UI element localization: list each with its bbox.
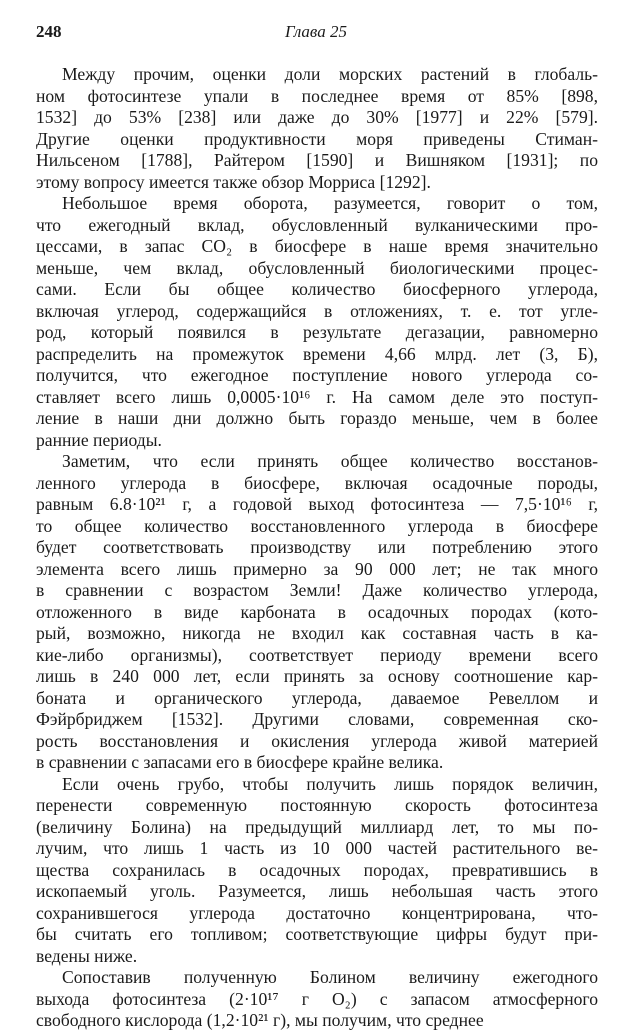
text-line: получится, что ежегодное поступление нового углерода со- (36, 365, 598, 385)
text-line: сохранившегося углерода достаточно концентрирована, что- (36, 902, 598, 923)
text-line: цессами, в запас CO₂ в биосфере в наше время значительно (36, 236, 598, 256)
paragraph (36, 967, 598, 1032)
text-line: ленного углерода в биосфере, включая осадочные породы, (36, 472, 598, 493)
text-line: боната и органического углерода, даваемое Ревеллом и (36, 687, 598, 708)
text-line: ставляет всего лишь 0,0005·10¹⁶ г. На самом деле это поступ- (36, 386, 598, 407)
text-line: рость восстановления и окисления углерода живой материей (36, 730, 598, 751)
text-line: рый, возможно, никогда не входил как составная часть в ка- (36, 623, 598, 643)
text-line: ном фотосинтезе упали в последнее время от 85% [898, (36, 85, 598, 106)
text-line: щества сохранилась в осадочных породах, превратившись в (36, 859, 598, 880)
text-line: Нильсеном [1788], Райтером [1590] и Вишняком [1931]; по (36, 150, 598, 170)
text-line: перенести современную постоянную скорость фотосинтеза (36, 795, 598, 815)
text-line: элемента всего лишь примерно за 90 000 лет; не так много (36, 558, 598, 579)
page-number: 248 (36, 22, 62, 41)
text-line: Сопоставив полученную Болином величину ежегодного (62, 967, 598, 987)
text-line: сами. Если бы общее количество биосферного углерода, (36, 279, 598, 299)
text-line: ление в наши дни должно быть гораздо меньше, чем в более (36, 408, 598, 428)
text-line: ископаемый уголь. Разумеется, лишь небольшая часть этого (36, 881, 598, 901)
text-line: лучим, что лишь 1 часть из 10 000 частей растительного ве- (36, 838, 598, 858)
text-line: (величину Болина) на предыдущий миллиард лет, то мы по- (36, 816, 598, 837)
text-line: Между прочим, оценки доли морских растений в глобаль- (62, 64, 598, 84)
paragraph (36, 64, 598, 193)
text-line: что ежегодный вклад, обусловленный вулканическими про- (36, 214, 598, 235)
text-line: лишь в 240 000 лет, если принять за основу соотношение кар- (36, 666, 598, 686)
text-line: 1532] до 53% [238] или даже до 30% [1977] и 22% [579]. (36, 107, 598, 127)
text-line: ведены ниже. (36, 945, 138, 966)
text-line: в сравнении с запасами его в биосфере крайне велика. (36, 752, 444, 772)
body-text (36, 64, 598, 1032)
text-line: будет соответствовать производству или потреблению этого (36, 537, 598, 557)
text-line: Если очень грубо, чтобы получить лишь порядок величин, (62, 773, 598, 794)
text-line: ранние периоды. (36, 429, 162, 450)
page-header (36, 22, 596, 46)
text-line: то общее количество восстановленного углерода в биосфере (36, 515, 598, 536)
text-line: в сравнении с возрастом Земли! Даже количество углерода, (36, 580, 598, 600)
chapter-title: Глава 25 (285, 22, 347, 41)
text-line: меньше, чем вклад, обусловленный биологическими процес- (36, 257, 598, 278)
text-line: род, который появился в результате дегазации, равномерно (36, 322, 598, 342)
paragraph (36, 451, 598, 774)
text-line: Небольшое время оборота, разумеется, говорит о том, (62, 193, 598, 213)
text-line: равным 6.8·10²¹ г, а годовой выход фотосинтеза — 7,5·10¹⁶ г, (36, 494, 598, 514)
text-line: выхода фотосинтеза (2·10¹⁷ г O₂) с запасом атмосферного (36, 988, 598, 1009)
text-line: этому вопросу имеется также обзор Морриса [1292]. (36, 171, 431, 192)
text-line: Фэйрбриджем [1532]. Другими словами, современная ско- (36, 709, 598, 729)
paragraph (36, 193, 598, 451)
text-line: включая углерод, содержащийся в отложениях, т. е. тот угле- (36, 300, 598, 321)
text-line: бы считать его топливом; соответствующие цифры будут при- (36, 924, 598, 944)
text-line: отложенного в виде карбоната в осадочных породах (кото- (36, 601, 598, 622)
text-line: свободного кислорода (1,2·10²¹ г), мы получим, что среднее (36, 1010, 484, 1030)
text-line: кие-либо организмы), соответствует периоду времени всего (36, 644, 598, 665)
text-line: Другие оценки продуктивности моря приведены Стиман- (36, 128, 598, 149)
text-line: распределить на промежуток времени 4,66 млрд. лет (3, Б), (36, 343, 598, 364)
text-line: Заметим, что если принять общее количество восстанов- (62, 451, 598, 471)
paragraph (36, 774, 598, 968)
